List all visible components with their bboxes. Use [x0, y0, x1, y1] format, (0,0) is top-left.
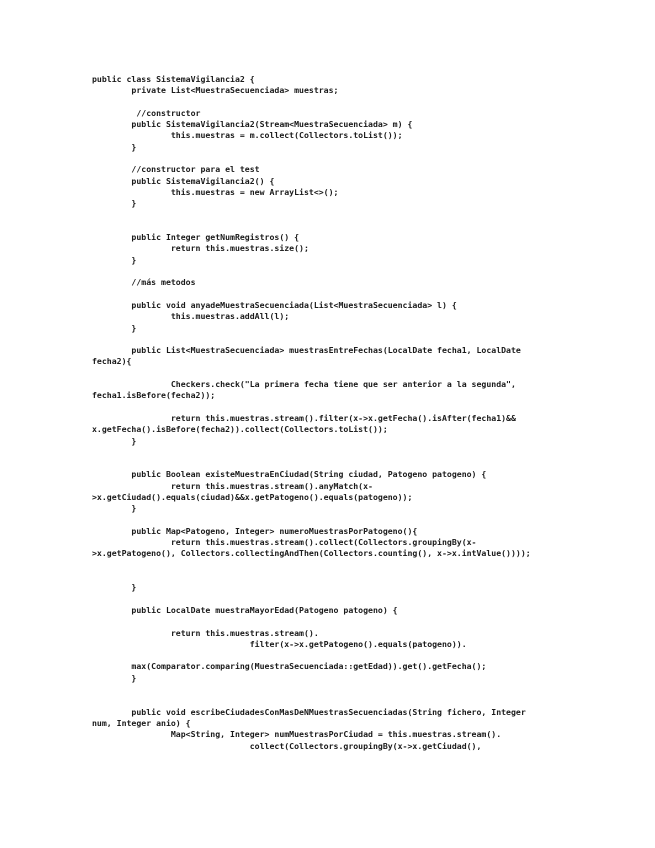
code-line — [92, 571, 637, 582]
code-line: >x.getCiudad().equals(ciudad)&&x.getPatogeno().equals(patogeno)); — [92, 491, 413, 502]
code-line: this.muestras.addAll(l); — [92, 311, 290, 322]
code-line: max(Comparator.comparing(MuestraSecuenciada::getEdad)).get().getFecha(); — [92, 661, 487, 672]
code-line: } — [92, 141, 137, 152]
code-line: >x.getPatogeno(), Collectors.collectingAndThen(Collectors.counting(), x->x.intValue()))); — [92, 548, 531, 559]
code-line: public void anyadeMuestraSecuenciada(List<MuestraSecuenciada> l) { — [92, 299, 457, 310]
code-line — [92, 650, 637, 661]
code-line: public class SistemaVigilancia2 { — [92, 74, 255, 84]
code-line: public Boolean existeMuestraEnCiudad(String ciudad, Patogeno patogeno) { — [92, 469, 487, 480]
code-line: return this.muestras.stream().anyMatch(x- — [92, 480, 373, 491]
code-line — [92, 447, 637, 458]
code-line: //constructor — [92, 107, 201, 118]
code-line — [92, 684, 637, 695]
code-line: return this.muestras.stream().collect(Collectors.groupingBy(x- — [92, 537, 477, 548]
code-line — [92, 458, 637, 469]
code-line: } — [92, 322, 137, 333]
code-line: } — [92, 672, 137, 683]
code-line: filter(x->x.getPatogeno().equals(patogeno)). — [92, 638, 467, 649]
code-line: //más metodos — [92, 277, 196, 288]
code-line — [92, 695, 637, 706]
code-line: Checkers.check("La primera fecha tiene que ser anterior a la segunda", — [92, 379, 516, 390]
code-line: return this.muestras.size(); — [92, 243, 309, 254]
source-code-listing — [92, 74, 637, 752]
code-line: } — [92, 198, 137, 209]
code-line: this.muestras = new ArrayList<>(); — [92, 186, 339, 197]
code-line: public void escribeCiudadesConMasDeNMuestrasSecuenciadas(String fichero, Integer — [92, 706, 526, 717]
code-line: public Map<Patogeno, Integer> numeroMuestrasPorPatogeno(){ — [92, 525, 418, 536]
code-line — [92, 402, 637, 413]
code-line: return this.muestras.stream().filter(x->x.getFecha().isAfter(fecha1)&& — [92, 412, 516, 423]
code-line: public List<MuestraSecuenciada> muestrasEntreFechas(LocalDate fecha1, LocalDate — [92, 345, 521, 356]
code-line: } — [92, 254, 137, 265]
code-line: } — [92, 435, 137, 446]
code-line — [92, 515, 637, 526]
code-line: this.muestras = m.collect(Collectors.toList()); — [92, 130, 403, 141]
code-line: collect(Collectors.groupingBy(x->x.getCiudad(), — [92, 740, 482, 751]
code-line: fecha2){ — [92, 356, 132, 367]
code-line: //constructor para el test — [92, 164, 260, 175]
code-line — [92, 594, 637, 605]
code-line: fecha1.isBefore(fecha2)); — [92, 390, 216, 401]
code-line: public Integer getNumRegistros() { — [92, 232, 300, 243]
code-line: num, Integer anio) { — [92, 717, 191, 728]
code-line: Map<String, Integer> numMuestrasPorCiudad = this.muestras.stream(). — [92, 729, 502, 740]
code-line — [92, 153, 637, 164]
code-line — [92, 616, 637, 627]
code-line — [92, 97, 637, 108]
code-line — [92, 289, 637, 300]
code-line — [92, 560, 637, 571]
code-line — [92, 334, 637, 345]
code-line: public SistemaVigilancia2(Stream<MuestraSecuenciada> m) { — [92, 119, 413, 130]
code-line: private List<MuestraSecuenciada> muestras; — [92, 85, 339, 96]
code-line: x.getFecha().isBefore(fecha2)).collect(Collectors.toList()); — [92, 424, 388, 435]
code-line — [92, 368, 637, 379]
code-line — [92, 210, 637, 221]
code-line: public SistemaVigilancia2() { — [92, 175, 275, 186]
code-line — [92, 266, 637, 277]
code-line — [92, 221, 637, 232]
code-line: } — [92, 503, 137, 514]
code-line: } — [92, 582, 137, 593]
code-line: public LocalDate muestraMayorEdad(Patogeno patogeno) { — [92, 604, 398, 615]
code-line: return this.muestras.stream(). — [92, 627, 319, 638]
